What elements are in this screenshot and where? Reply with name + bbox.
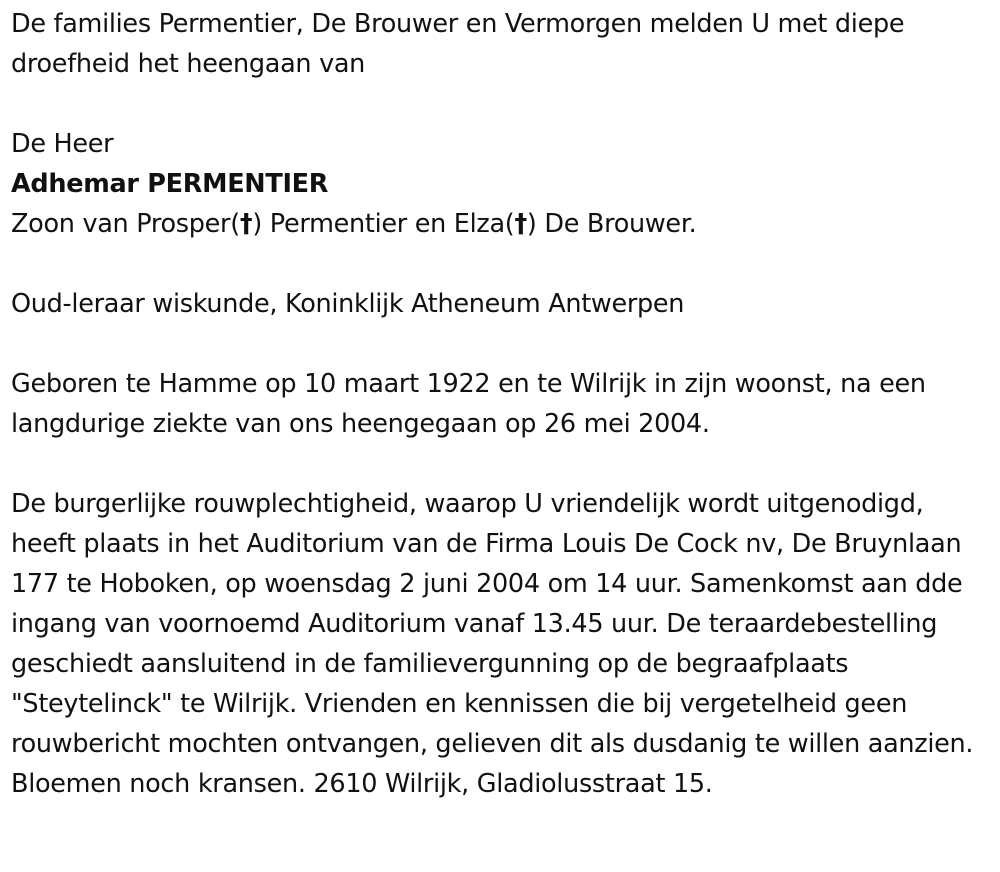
cross-icon: † <box>239 209 253 239</box>
parents-line <box>11 204 992 244</box>
cross-icon: † <box>514 209 527 239</box>
parents-middle: ) Permentier en Elza( <box>252 209 515 239</box>
profession-line: Oud-leraar wiskunde, Koninklijk Atheneum Antwerpen <box>11 289 685 319</box>
parents-suffix: ) De Brouwer. <box>526 209 697 239</box>
ceremony-paragraph: De burgerlijke rouwplechtigheid, waarop U vriendelijk wordt uitgenodigd, heeft plaats in het Auditorium van de Firma Louis De Cock nv, De Bruynlaan 177 te Hoboken, op woensdag 2 juni 2004 om 14 uur. Samenkomst aan dde ingang van voornoemd Auditorium vanaf 13.45 uur. De teraardebestelling geschiedt aansluitend in de familievergunning op de begraafplaats "Steytelinck" te Wilrijk. Vrienden en kennissen die bij vergetelheid geen rouwbericht mochten ontvangen, gelieven dit als dusdanig te willen aanzien. Bloemen noch kransen. 2610 Wilrijk, Gladiolusstraat 15. <box>11 489 974 799</box>
birth-death-paragraph: Geboren te Hamme op 10 maart 1922 en te Wilrijk in zijn woonst, na een langdurige ziekte van ons heengegaan op 26 mei 2004. <box>11 369 926 439</box>
honorific: De Heer <box>11 129 114 159</box>
parents-prefix: Zoon van Prosper( <box>11 209 240 239</box>
deceased-name: Adhemar PERMENTIER <box>11 169 329 199</box>
intro-paragraph: De families Permentier, De Brouwer en Vermorgen melden U met diepe droefheid het heengaan van <box>11 9 905 79</box>
